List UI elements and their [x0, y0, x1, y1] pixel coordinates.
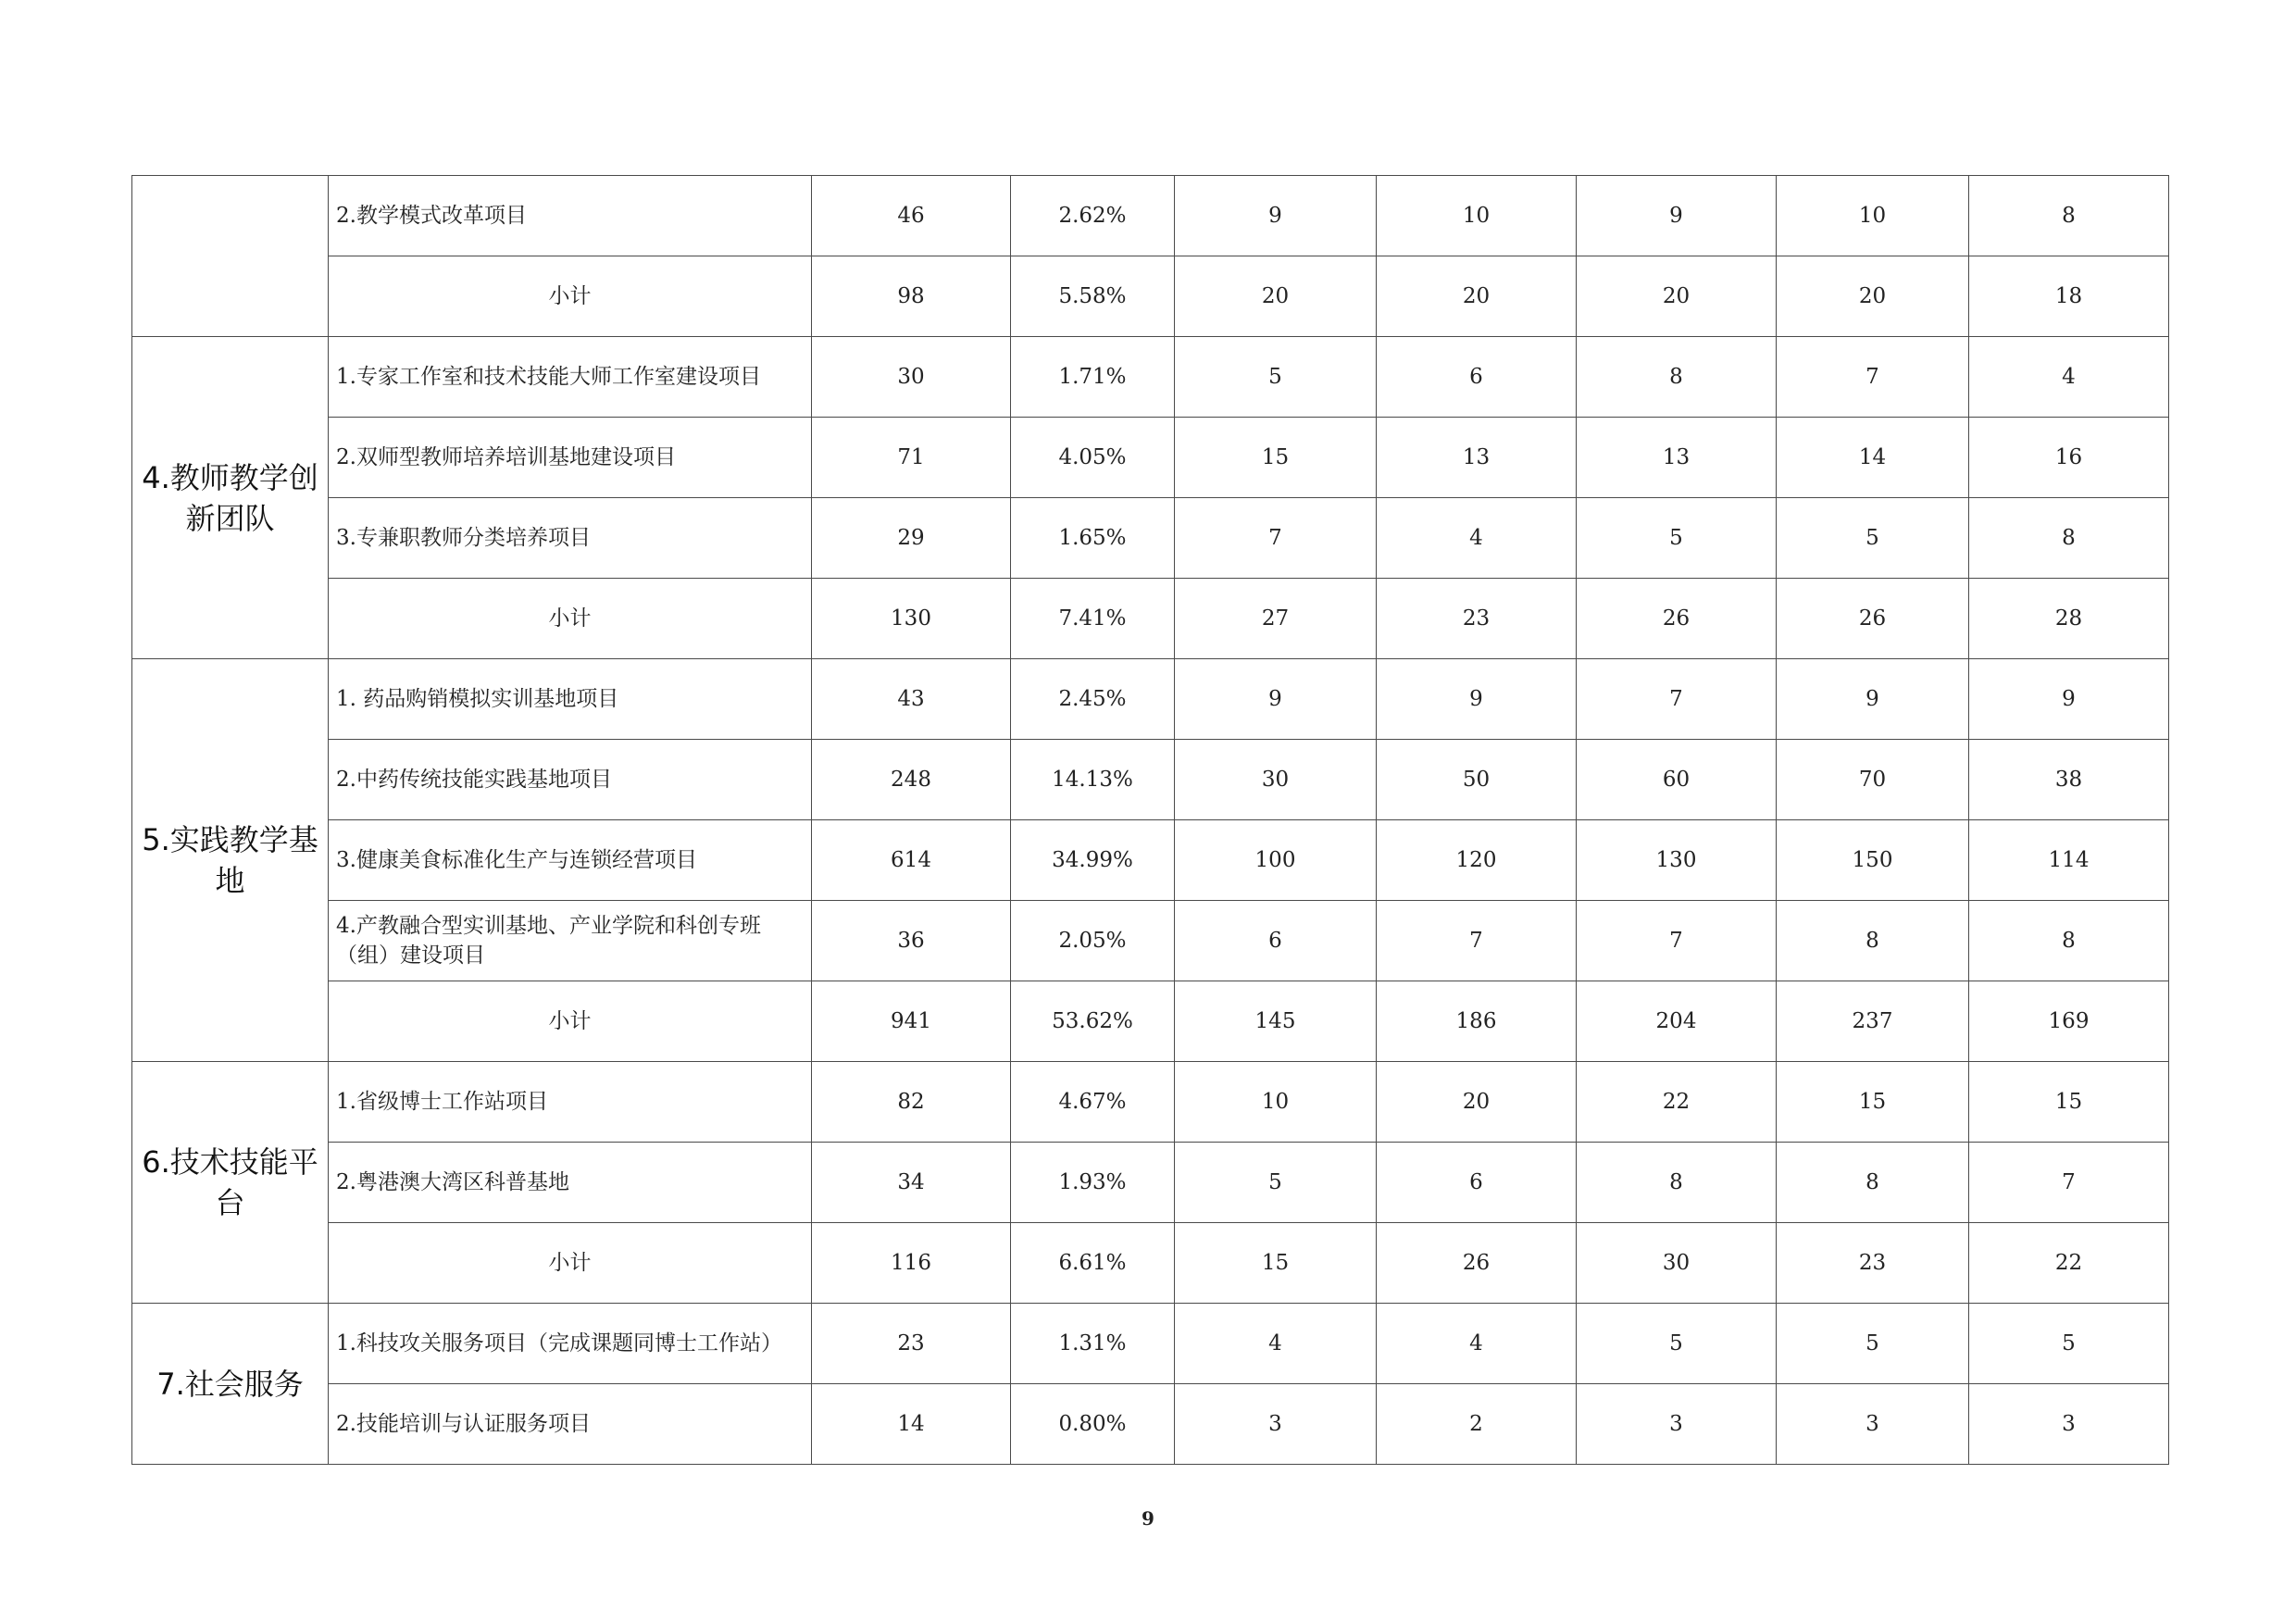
period-2-cell: 6	[1377, 1143, 1577, 1223]
period-2-cell: 26	[1377, 1223, 1577, 1304]
page-number: 9	[1142, 1507, 1154, 1530]
amount-cell: 43	[812, 659, 1011, 740]
period-1-cell: 10	[1175, 1062, 1377, 1143]
percent-cell: 4.05%	[1011, 418, 1175, 498]
subtotal-label-cell: 小计	[329, 1223, 812, 1304]
period-3-cell: 26	[1577, 579, 1777, 659]
period-4-cell: 237	[1777, 981, 1969, 1062]
item-cell: 1.省级博士工作站项目	[329, 1062, 812, 1143]
period-3-cell: 20	[1577, 256, 1777, 337]
table-row	[132, 1384, 2169, 1465]
table-row	[132, 498, 2169, 579]
period-3-cell: 30	[1577, 1223, 1777, 1304]
amount-cell: 71	[812, 418, 1011, 498]
item-cell: 1.专家工作室和技术技能大师工作室建设项目	[329, 337, 812, 418]
amount-cell: 248	[812, 740, 1011, 820]
item-cell: 2.教学模式改革项目	[329, 176, 812, 256]
percent-cell: 7.41%	[1011, 579, 1175, 659]
period-1-cell: 7	[1175, 498, 1377, 579]
amount-cell: 29	[812, 498, 1011, 579]
table-row	[132, 820, 2169, 901]
period-1-cell: 3	[1175, 1384, 1377, 1465]
percent-cell: 0.80%	[1011, 1384, 1175, 1465]
period-5-cell: 7	[1969, 1143, 2169, 1223]
table-row	[132, 176, 2169, 256]
period-5-cell: 169	[1969, 981, 2169, 1062]
period-4-cell: 14	[1777, 418, 1969, 498]
period-5-cell: 15	[1969, 1062, 2169, 1143]
period-3-cell: 9	[1577, 176, 1777, 256]
table-row	[132, 901, 2169, 981]
percent-cell: 5.58%	[1011, 256, 1175, 337]
table-row	[132, 1143, 2169, 1223]
percent-cell: 1.71%	[1011, 337, 1175, 418]
period-1-cell: 15	[1175, 1223, 1377, 1304]
table-body	[132, 176, 2169, 1465]
period-1-cell: 145	[1175, 981, 1377, 1062]
period-3-cell: 13	[1577, 418, 1777, 498]
item-cell: 3.健康美食标准化生产与连锁经营项目	[329, 820, 812, 901]
period-3-cell: 60	[1577, 740, 1777, 820]
period-2-cell: 13	[1377, 418, 1577, 498]
subtotal-row	[132, 579, 2169, 659]
period-5-cell: 8	[1969, 176, 2169, 256]
period-4-cell: 20	[1777, 256, 1969, 337]
table-row	[132, 740, 2169, 820]
period-2-cell: 20	[1377, 1062, 1577, 1143]
period-4-cell: 5	[1777, 1304, 1969, 1384]
period-2-cell: 23	[1377, 579, 1577, 659]
period-2-cell: 7	[1377, 901, 1577, 981]
item-cell: 2.双师型教师培养培训基地建设项目	[329, 418, 812, 498]
period-1-cell: 6	[1175, 901, 1377, 981]
period-2-cell: 6	[1377, 337, 1577, 418]
period-2-cell: 4	[1377, 498, 1577, 579]
period-3-cell: 7	[1577, 901, 1777, 981]
period-5-cell: 3	[1969, 1384, 2169, 1465]
category-cell: 6.技术技能平台	[132, 1062, 329, 1304]
table-row	[132, 337, 2169, 418]
item-cell: 2.粤港澳大湾区科普基地	[329, 1143, 812, 1223]
category-cell: 5.实践教学基地	[132, 659, 329, 1062]
period-5-cell: 8	[1969, 901, 2169, 981]
period-4-cell: 3	[1777, 1384, 1969, 1465]
period-3-cell: 22	[1577, 1062, 1777, 1143]
amount-cell: 614	[812, 820, 1011, 901]
period-2-cell: 120	[1377, 820, 1577, 901]
period-5-cell: 28	[1969, 579, 2169, 659]
item-cell: 1. 药品购销模拟实训基地项目	[329, 659, 812, 740]
table-row	[132, 1304, 2169, 1384]
period-4-cell: 8	[1777, 1143, 1969, 1223]
period-3-cell: 7	[1577, 659, 1777, 740]
item-cell: 4.产教融合型实训基地、产业学院和科创专班（组）建设项目	[329, 901, 812, 981]
percent-cell: 4.67%	[1011, 1062, 1175, 1143]
period-4-cell: 8	[1777, 901, 1969, 981]
period-5-cell: 16	[1969, 418, 2169, 498]
amount-cell: 82	[812, 1062, 1011, 1143]
period-4-cell: 9	[1777, 659, 1969, 740]
item-cell: 1.科技攻关服务项目（完成课题同博士工作站）	[329, 1304, 812, 1384]
period-3-cell: 8	[1577, 337, 1777, 418]
period-4-cell: 15	[1777, 1062, 1969, 1143]
table-row	[132, 418, 2169, 498]
amount-cell: 23	[812, 1304, 1011, 1384]
amount-cell: 116	[812, 1223, 1011, 1304]
percent-cell: 53.62%	[1011, 981, 1175, 1062]
period-2-cell: 4	[1377, 1304, 1577, 1384]
period-4-cell: 5	[1777, 498, 1969, 579]
period-2-cell: 186	[1377, 981, 1577, 1062]
subtotal-row	[132, 1223, 2169, 1304]
period-4-cell: 10	[1777, 176, 1969, 256]
percent-cell: 2.62%	[1011, 176, 1175, 256]
period-5-cell: 8	[1969, 498, 2169, 579]
period-2-cell: 20	[1377, 256, 1577, 337]
budget-table	[131, 175, 2169, 1465]
amount-cell: 36	[812, 901, 1011, 981]
period-1-cell: 30	[1175, 740, 1377, 820]
period-5-cell: 9	[1969, 659, 2169, 740]
period-3-cell: 204	[1577, 981, 1777, 1062]
subtotal-label-cell: 小计	[329, 256, 812, 337]
period-2-cell: 50	[1377, 740, 1577, 820]
percent-cell: 34.99%	[1011, 820, 1175, 901]
period-1-cell: 4	[1175, 1304, 1377, 1384]
period-1-cell: 5	[1175, 337, 1377, 418]
subtotal-row	[132, 981, 2169, 1062]
period-3-cell: 8	[1577, 1143, 1777, 1223]
table-row	[132, 659, 2169, 740]
amount-cell: 130	[812, 579, 1011, 659]
percent-cell: 2.05%	[1011, 901, 1175, 981]
period-1-cell: 9	[1175, 659, 1377, 740]
subtotal-label-cell: 小计	[329, 579, 812, 659]
period-1-cell: 100	[1175, 820, 1377, 901]
percent-cell: 2.45%	[1011, 659, 1175, 740]
period-2-cell: 10	[1377, 176, 1577, 256]
period-3-cell: 5	[1577, 498, 1777, 579]
amount-cell: 46	[812, 176, 1011, 256]
item-cell: 2.中药传统技能实践基地项目	[329, 740, 812, 820]
amount-cell: 14	[812, 1384, 1011, 1465]
period-2-cell: 2	[1377, 1384, 1577, 1465]
period-3-cell: 5	[1577, 1304, 1777, 1384]
percent-cell: 14.13%	[1011, 740, 1175, 820]
percent-cell: 1.31%	[1011, 1304, 1175, 1384]
period-3-cell: 3	[1577, 1384, 1777, 1465]
item-cell: 3.专兼职教师分类培养项目	[329, 498, 812, 579]
percent-cell: 1.65%	[1011, 498, 1175, 579]
category-cell: 4.教师教学创新团队	[132, 337, 329, 659]
subtotal-label-cell: 小计	[329, 981, 812, 1062]
subtotal-row	[132, 256, 2169, 337]
item-cell: 2.技能培训与认证服务项目	[329, 1384, 812, 1465]
period-5-cell: 18	[1969, 256, 2169, 337]
period-5-cell: 114	[1969, 820, 2169, 901]
period-4-cell: 23	[1777, 1223, 1969, 1304]
table-row	[132, 1062, 2169, 1143]
amount-cell: 30	[812, 337, 1011, 418]
period-4-cell: 70	[1777, 740, 1969, 820]
period-2-cell: 9	[1377, 659, 1577, 740]
period-4-cell: 7	[1777, 337, 1969, 418]
period-1-cell: 20	[1175, 256, 1377, 337]
period-1-cell: 15	[1175, 418, 1377, 498]
period-1-cell: 5	[1175, 1143, 1377, 1223]
amount-cell: 98	[812, 256, 1011, 337]
period-4-cell: 150	[1777, 820, 1969, 901]
percent-cell: 1.93%	[1011, 1143, 1175, 1223]
period-5-cell: 22	[1969, 1223, 2169, 1304]
category-cell	[132, 176, 329, 337]
period-3-cell: 130	[1577, 820, 1777, 901]
percent-cell: 6.61%	[1011, 1223, 1175, 1304]
period-1-cell: 9	[1175, 176, 1377, 256]
period-1-cell: 27	[1175, 579, 1377, 659]
amount-cell: 34	[812, 1143, 1011, 1223]
period-5-cell: 38	[1969, 740, 2169, 820]
period-5-cell: 4	[1969, 337, 2169, 418]
period-5-cell: 5	[1969, 1304, 2169, 1384]
amount-cell: 941	[812, 981, 1011, 1062]
period-4-cell: 26	[1777, 579, 1969, 659]
category-cell: 7.社会服务	[132, 1304, 329, 1465]
